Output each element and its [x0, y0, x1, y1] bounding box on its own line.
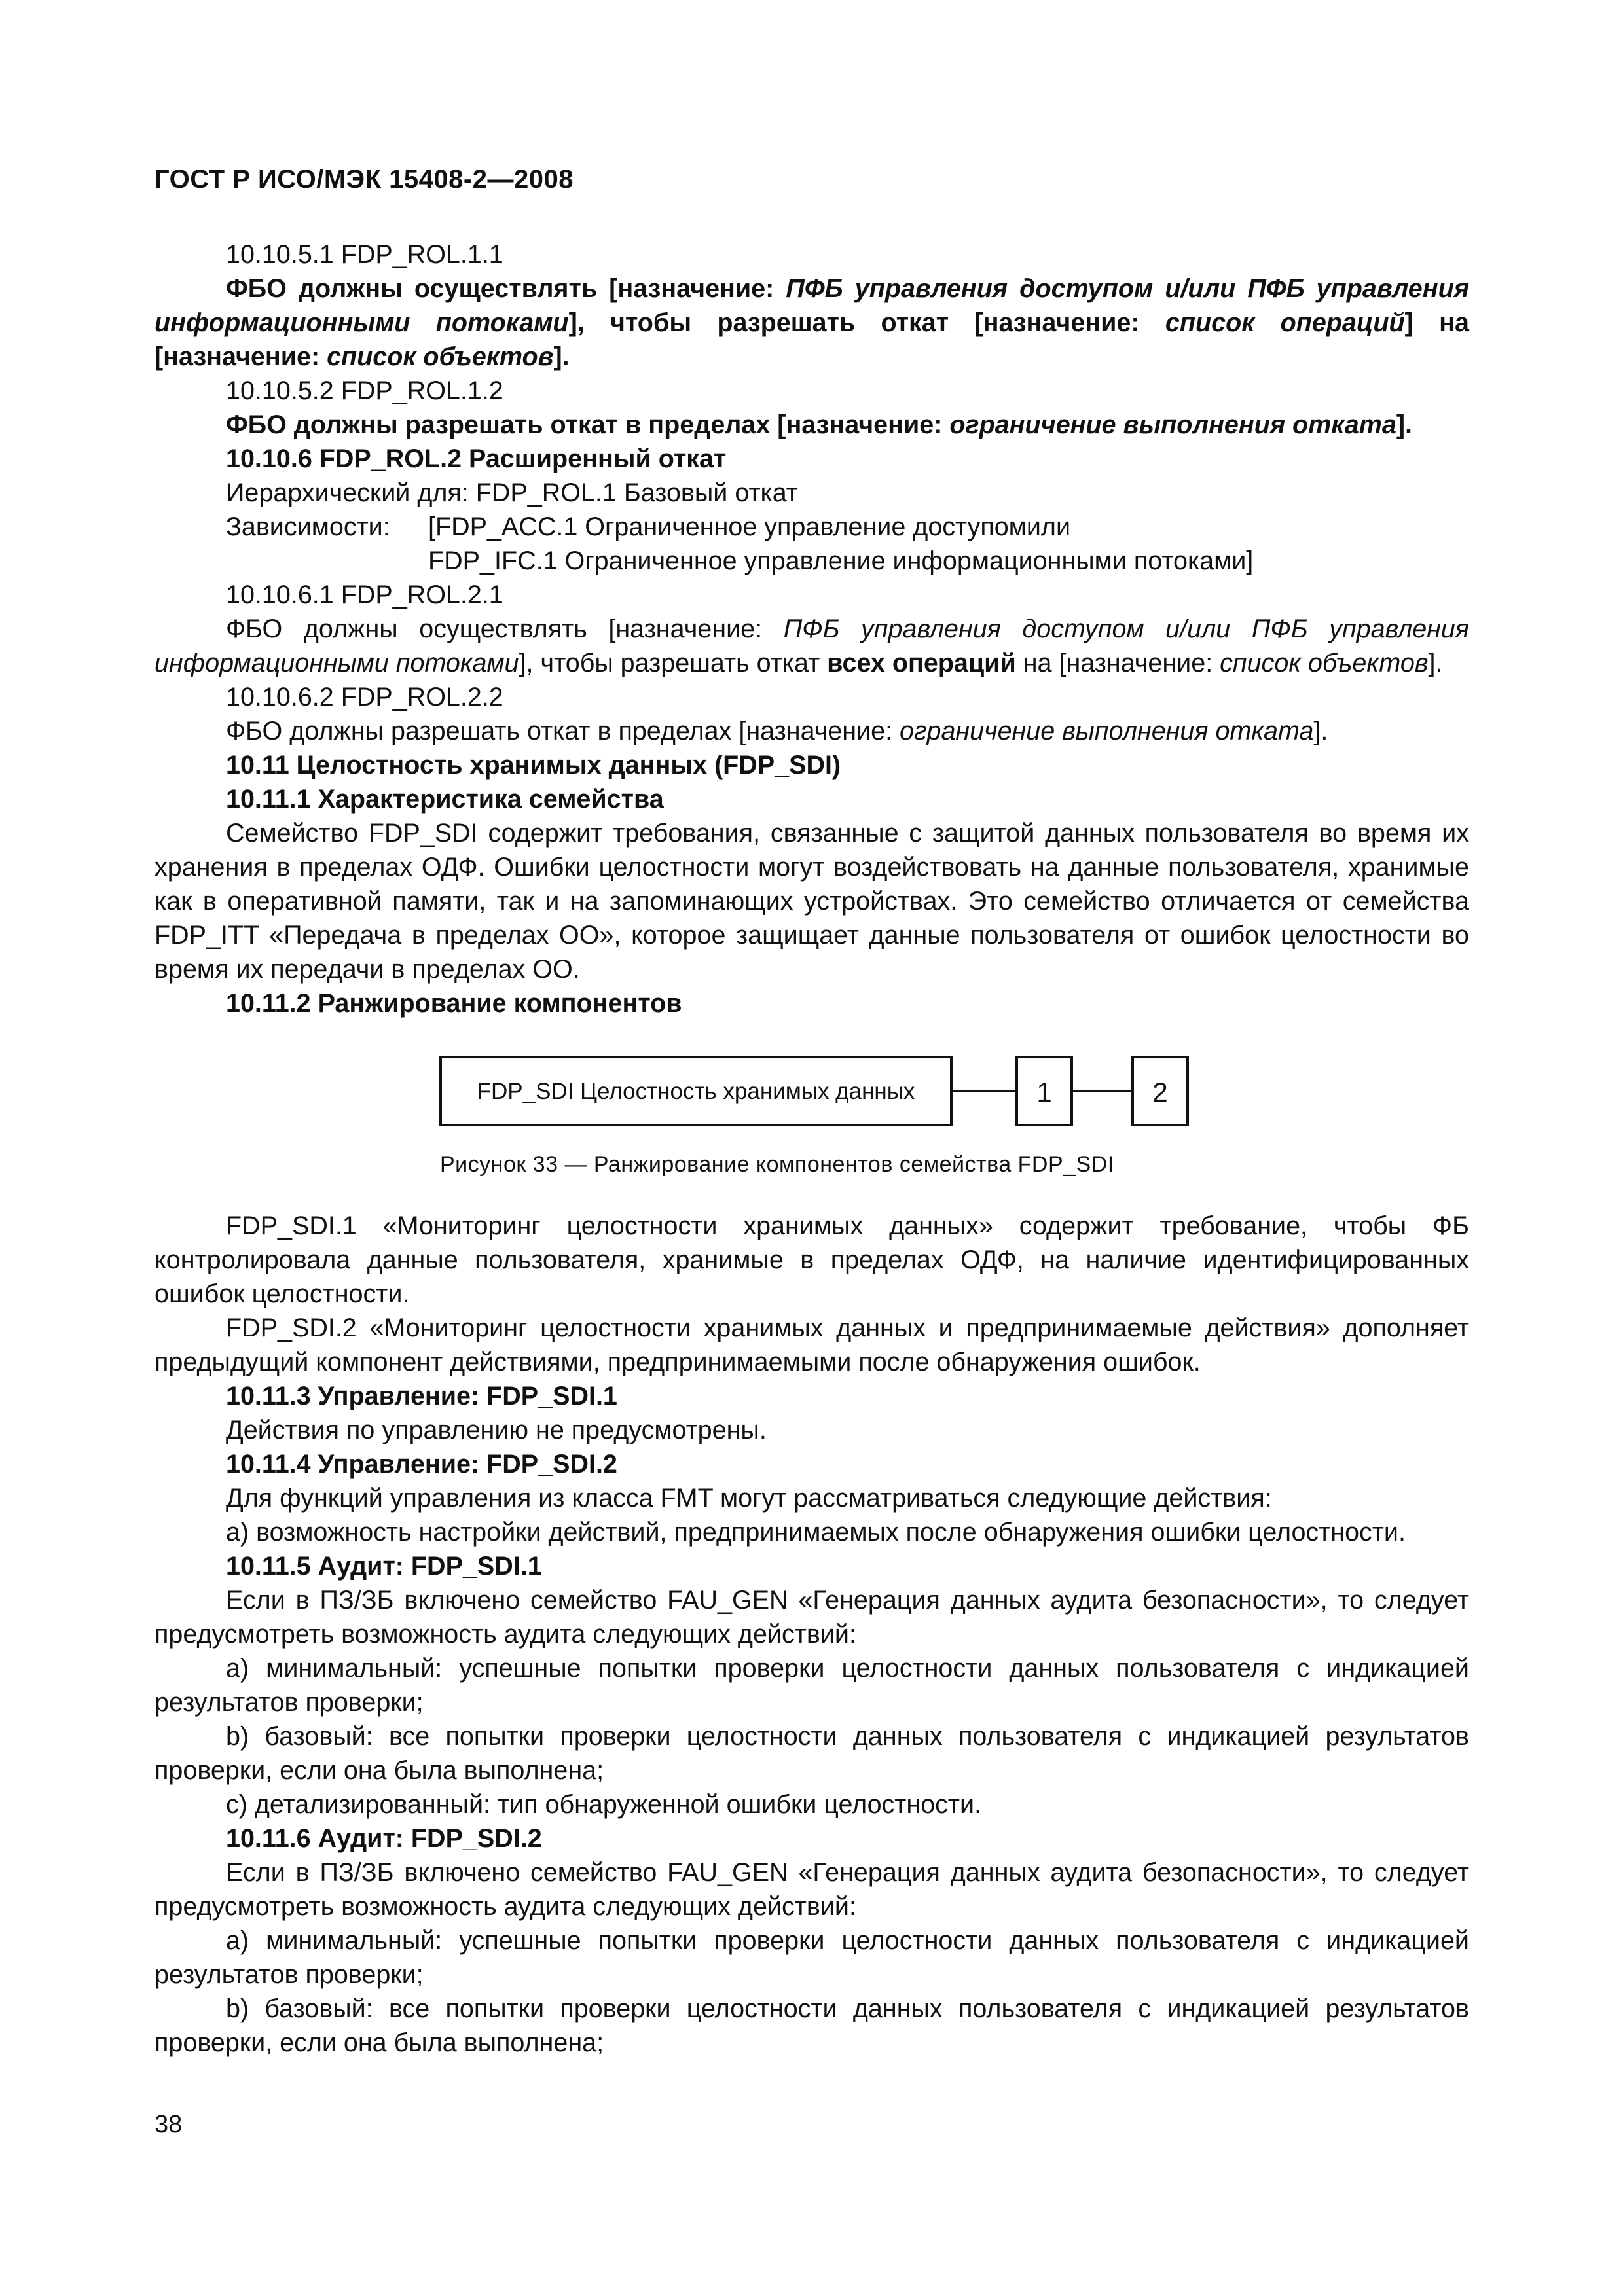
- text-run: ФБО должны разрешать откат в пределах [назначение:: [226, 410, 950, 439]
- page-number: 38: [155, 2111, 183, 2138]
- clause-number: 10.10.6.2 FDP_ROL.2.2: [226, 683, 503, 711]
- section-heading: 10.11.2 Ранжирование компонентов: [226, 989, 682, 1018]
- text-run-bold: всех операций: [827, 649, 1016, 677]
- document-header: ГОСТ Р ИСО/МЭК 15408-2—2008: [155, 165, 574, 194]
- text-run: ].: [553, 342, 570, 371]
- section-heading: 10.11.4 Управление: FDP_SDI.2: [226, 1450, 617, 1479]
- dependencies-line-2: FDP_IFC.1 Ограниченное управление информационными потоками]: [428, 547, 1254, 575]
- hierarchy-line: Иерархический для: FDP_ROL.1 Базовый откат: [226, 478, 798, 507]
- text-run-italic: список операций: [1165, 308, 1405, 337]
- requirement-paragraph: [155, 408, 1469, 442]
- requirement-paragraph: [155, 272, 1469, 374]
- list-item: a) минимальный: успешные попытки проверки целостности данных пользователя с индикацией результатов проверки;: [155, 1926, 1469, 1989]
- figure-component-levelling: [155, 1043, 1469, 1209]
- requirement-paragraph: [155, 714, 1469, 748]
- list-item: b) базовый: все попытки проверки целостности данных пользователя с индикацией результатов проверки, если она была выполнена;: [155, 1994, 1469, 2057]
- body-paragraph: Семейство FDP_SDI содержит требования, связанные с защитой данных пользователя во время их хранения в пределах ОДФ. Ошибки целостности могут воздействовать на данные пользователя, хранимые как в оперативной памяти, так и на запоминающих устройствах. Это семейство отличается от семейства FDP_ITT «Передача в пределах ОО», которое защищает данные пользователя от ошибок целостности во время их передачи в пределах ОО.: [155, 819, 1469, 984]
- family-box-label: FDP_SDI Целостность хранимых данных: [477, 1079, 915, 1104]
- body-paragraph: FDP_SDI.1 «Мониторинг целостности хранимых данных» содержит требование, чтобы ФБ контролировала данные пользователя, хранимые в пределах ОДФ, на наличие идентифицированных ошибок целостности.: [155, 1211, 1469, 1308]
- body-paragraph: Если в ПЗ/ЗБ включено семейство FAU_GEN «Генерация данных аудита безопасности», то следует предусмотреть возможность аудита следующих действий:: [155, 1586, 1469, 1649]
- text-run: ], чтобы разрешать откат: [519, 649, 828, 677]
- level-label-1: 1: [1036, 1077, 1052, 1107]
- text-run: ФБО должны осуществлять [назначение:: [226, 274, 786, 303]
- dependencies-line-1: [FDP_ACC.1 Ограниченное управление доступомили: [428, 512, 1071, 541]
- section-heading: 10.10.6 FDP_ROL.2 Расширенный откат: [226, 444, 727, 473]
- clause-number: 10.10.5.2 FDP_ROL.1.2: [226, 376, 503, 405]
- list-item: b) базовый: все попытки проверки целостности данных пользователя с индикацией результатов проверки, если она была выполнена;: [155, 1722, 1469, 1785]
- section-heading: 10.11 Целостность хранимых данных (FDP_SDI): [226, 751, 841, 780]
- body-paragraph: Для функций управления из класса FMT могут рассматриваться следующие действия:: [226, 1484, 1272, 1513]
- text-run: ].: [1313, 717, 1328, 745]
- section-heading: 10.11.5 Аудит: FDP_SDI.1: [226, 1552, 542, 1581]
- body-paragraph: FDP_SDI.2 «Мониторинг целостности хранимых данных и предпринимаемые действия» дополняет предыдущий компонент действиями, предпринимаемыми после обнаружения ошибок.: [155, 1314, 1469, 1376]
- text-run: ] на [назначение:: [155, 308, 1469, 371]
- clause-number: 10.10.5.1 FDP_ROL.1.1: [226, 240, 503, 269]
- text-run-italic: ПФБ управления доступом и/или ПФБ управления информационными потоками: [155, 274, 1469, 337]
- text-run: ].: [1428, 649, 1443, 677]
- text-run-italic: ограничение выполнения отката: [949, 410, 1396, 439]
- dependencies-label: Зависимости:: [226, 512, 390, 541]
- body-paragraph: Если в ПЗ/ЗБ включено семейство FAU_GEN «Генерация данных аудита безопасности», то следует предусмотреть возможность аудита следующих действий:: [155, 1858, 1469, 1921]
- text-run: ], чтобы разрешать откат [назначение:: [568, 308, 1165, 337]
- text-run: ФБО должны разрешать откат в пределах [назначение:: [226, 717, 900, 745]
- text-run: на [назначение:: [1015, 649, 1220, 677]
- requirement-paragraph: [155, 612, 1469, 680]
- list-item: a) возможность настройки действий, предпринимаемых после обнаружения ошибки целостности.: [226, 1518, 1406, 1547]
- list-item: a) минимальный: успешные попытки проверки целостности данных пользователя с индикацией результатов проверки;: [155, 1654, 1469, 1717]
- body-paragraph: Действия по управлению не предусмотрены.: [226, 1416, 767, 1444]
- text-run: ФБО должны осуществлять [назначение:: [226, 615, 784, 643]
- figure-caption: Рисунок 33 — Ранжирование компонентов семейства FDP_SDI: [440, 1152, 1114, 1177]
- dependencies-row: [155, 510, 1469, 544]
- text-run-italic: ограничение выполнения отката: [900, 717, 1314, 745]
- level-label-2: 2: [1152, 1077, 1168, 1107]
- text-run: ].: [1396, 410, 1413, 439]
- section-heading: 10.11.3 Управление: FDP_SDI.1: [226, 1382, 617, 1410]
- text-run-italic: ПФБ управления доступом и/или ПФБ управления информационными потоками: [155, 615, 1469, 677]
- document-body: [155, 238, 1469, 2060]
- text-run-italic: список объектов: [1220, 649, 1429, 677]
- section-heading: 10.11.6 Аудит: FDP_SDI.2: [226, 1824, 542, 1853]
- levelling-diagram: [155, 1043, 1469, 1141]
- list-item: c) детализированный: тип обнаруженной ошибки целостности.: [226, 1790, 982, 1819]
- clause-number: 10.10.6.1 FDP_ROL.2.1: [226, 581, 503, 609]
- text-run-italic: список объектов: [327, 342, 554, 371]
- section-heading: 10.11.1 Характеристика семейства: [226, 785, 664, 814]
